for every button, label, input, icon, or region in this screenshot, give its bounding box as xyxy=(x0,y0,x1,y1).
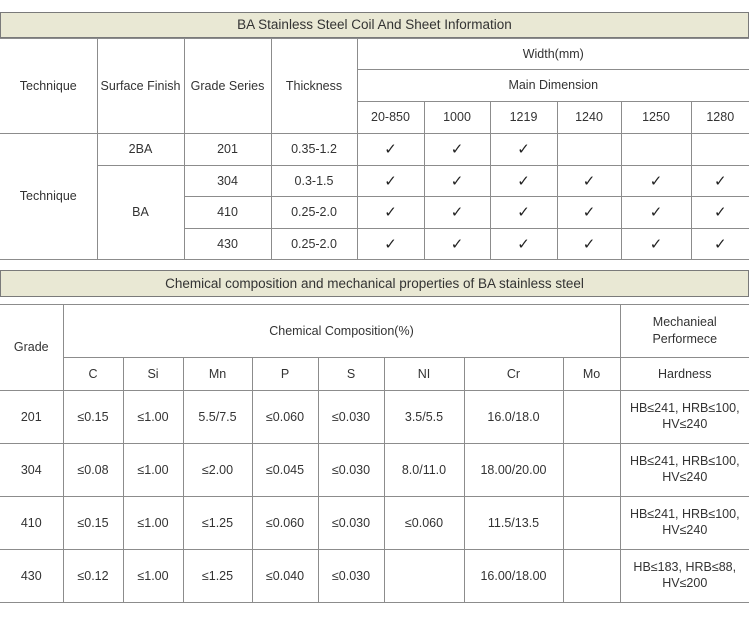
composition-cell: ≤1.25 xyxy=(183,497,252,550)
composition-cell: ≤0.030 xyxy=(318,444,384,497)
header-hardness: Hardness xyxy=(620,358,749,391)
check-icon: ✓ xyxy=(357,197,424,229)
check-icon: ✓ xyxy=(424,197,490,229)
thickness-cell: 0.3-1.5 xyxy=(271,166,357,197)
surface-finish-cell: 2BA xyxy=(97,134,184,166)
composition-cell xyxy=(563,391,620,444)
hardness-cell: HB≤241, HRB≤100, HV≤240 xyxy=(620,391,749,444)
grade-cell: 410 xyxy=(184,197,271,229)
header-width-value: 1219 xyxy=(490,102,557,134)
thickness-cell: 0.25-2.0 xyxy=(271,229,357,260)
technique-cell: Technique xyxy=(0,134,97,260)
check-icon: ✓ xyxy=(357,229,424,260)
hardness-cell: HB≤183, HRB≤88, HV≤200 xyxy=(620,550,749,603)
thickness-cell: 0.25-2.0 xyxy=(271,197,357,229)
coil-sheet-info-title: BA Stainless Steel Coil And Sheet Information xyxy=(0,12,749,38)
check-icon: ✓ xyxy=(424,166,490,197)
composition-cell: 8.0/11.0 xyxy=(384,444,464,497)
grade-cell: 201 xyxy=(184,134,271,166)
composition-cell: ≤0.060 xyxy=(252,391,318,444)
check-icon: ✓ xyxy=(357,134,424,166)
composition-cell: ≤1.00 xyxy=(123,444,183,497)
header-main-dimension: Main Dimension xyxy=(357,70,749,102)
header-surface-finish: Surface Finish xyxy=(97,39,184,134)
check-icon: ✓ xyxy=(621,166,691,197)
composition-cell: ≤0.030 xyxy=(318,497,384,550)
grade-cell: 430 xyxy=(0,550,63,603)
composition-cell xyxy=(563,444,620,497)
header-chemical-composition: Chemical Composition(%) xyxy=(63,305,620,358)
header-width-value: 1250 xyxy=(621,102,691,134)
composition-cell: ≤0.15 xyxy=(63,391,123,444)
check-icon: ✓ xyxy=(557,229,621,260)
composition-cell: 11.5/13.5 xyxy=(464,497,563,550)
check-icon: ✓ xyxy=(424,134,490,166)
header-width-value: 1280 xyxy=(691,102,749,134)
check-icon xyxy=(691,134,749,166)
header-element: Mo xyxy=(563,358,620,391)
composition-cell: 18.00/20.00 xyxy=(464,444,563,497)
surface-finish-cell: BA xyxy=(97,166,184,260)
composition-cell: ≤0.15 xyxy=(63,497,123,550)
header-element: Cr xyxy=(464,358,563,391)
table-row xyxy=(0,166,749,197)
composition-cell: 16.00/18.00 xyxy=(464,550,563,603)
check-icon: ✓ xyxy=(621,229,691,260)
check-icon: ✓ xyxy=(490,197,557,229)
composition-cell: ≤0.12 xyxy=(63,550,123,603)
grade-cell: 430 xyxy=(184,229,271,260)
table-row xyxy=(0,550,749,603)
header-grade: Grade xyxy=(0,305,63,391)
grade-cell: 410 xyxy=(0,497,63,550)
composition-cell: 3.5/5.5 xyxy=(384,391,464,444)
coil-sheet-info-table xyxy=(0,38,749,260)
header-grade-series: Grade Series xyxy=(184,39,271,134)
header-mechanical-performance: Mechanieal Performece xyxy=(620,305,749,358)
check-icon: ✓ xyxy=(490,229,557,260)
composition-cell: ≤1.25 xyxy=(183,550,252,603)
grade-cell: 304 xyxy=(184,166,271,197)
check-icon xyxy=(557,134,621,166)
composition-cell: ≤0.060 xyxy=(384,497,464,550)
composition-cell: ≤1.00 xyxy=(123,550,183,603)
check-icon: ✓ xyxy=(557,197,621,229)
composition-cell: ≤0.030 xyxy=(318,550,384,603)
header-element: NI xyxy=(384,358,464,391)
header-width-value: 20-850 xyxy=(357,102,424,134)
composition-cell: 5.5/7.5 xyxy=(183,391,252,444)
header-element: Si xyxy=(123,358,183,391)
table-row xyxy=(0,391,749,444)
composition-cell: ≤1.00 xyxy=(123,497,183,550)
composition-cell: ≤1.00 xyxy=(123,391,183,444)
composition-cell xyxy=(384,550,464,603)
composition-cell xyxy=(563,497,620,550)
check-icon: ✓ xyxy=(357,166,424,197)
check-icon: ✓ xyxy=(490,134,557,166)
header-technique: Technique xyxy=(0,39,97,134)
composition-cell: ≤0.045 xyxy=(252,444,318,497)
check-icon: ✓ xyxy=(557,166,621,197)
chemical-composition-table xyxy=(0,304,749,603)
check-icon: ✓ xyxy=(424,229,490,260)
check-icon: ✓ xyxy=(691,166,749,197)
composition-cell xyxy=(563,550,620,603)
hardness-cell: HB≤241, HRB≤100, HV≤240 xyxy=(620,497,749,550)
table-row xyxy=(0,497,749,550)
check-icon: ✓ xyxy=(621,197,691,229)
chemical-composition-title: Chemical composition and mechanical properties of BA stainless steel xyxy=(0,270,749,297)
header-element: Mn xyxy=(183,358,252,391)
check-icon: ✓ xyxy=(691,229,749,260)
table-row xyxy=(0,134,749,166)
header-element: P xyxy=(252,358,318,391)
header-element: C xyxy=(63,358,123,391)
header-width-value: 1000 xyxy=(424,102,490,134)
header-element: S xyxy=(318,358,384,391)
composition-cell: ≤0.040 xyxy=(252,550,318,603)
thickness-cell: 0.35-1.2 xyxy=(271,134,357,166)
composition-cell: ≤0.060 xyxy=(252,497,318,550)
composition-cell: 16.0/18.0 xyxy=(464,391,563,444)
grade-cell: 304 xyxy=(0,444,63,497)
hardness-cell: HB≤241, HRB≤100, HV≤240 xyxy=(620,444,749,497)
header-width-value: 1240 xyxy=(557,102,621,134)
composition-cell: ≤2.00 xyxy=(183,444,252,497)
check-icon xyxy=(621,134,691,166)
composition-cell: ≤0.08 xyxy=(63,444,123,497)
check-icon: ✓ xyxy=(691,197,749,229)
composition-cell: ≤0.030 xyxy=(318,391,384,444)
header-width: Width(mm) xyxy=(357,39,749,70)
grade-cell: 201 xyxy=(0,391,63,444)
table-row xyxy=(0,444,749,497)
header-thickness: Thickness xyxy=(271,39,357,134)
check-icon: ✓ xyxy=(490,166,557,197)
